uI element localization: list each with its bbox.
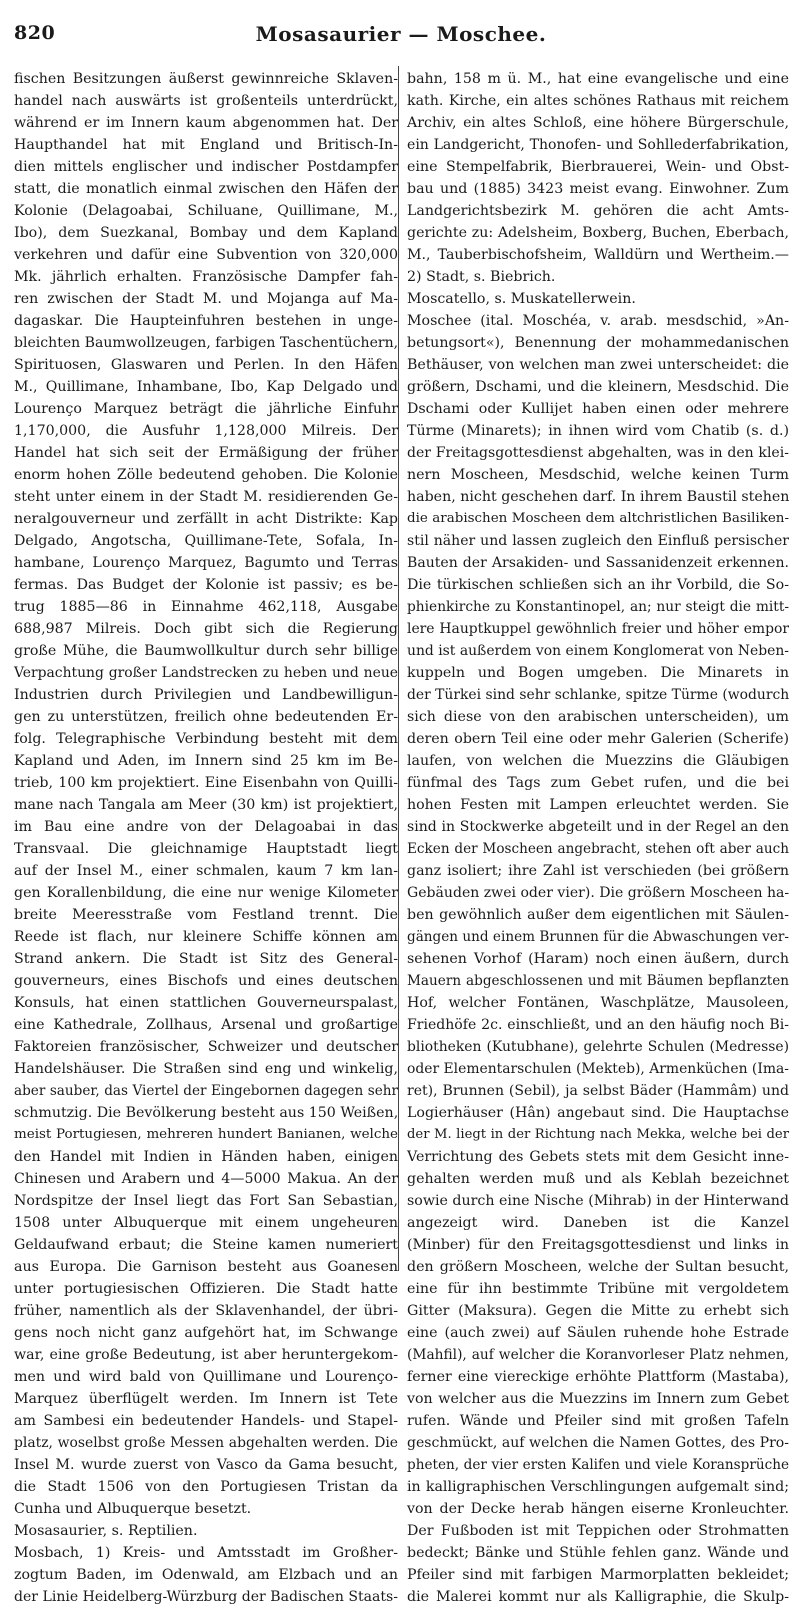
text-line: stil näher und lassen zugleich den Einfluß persischer	[407, 533, 789, 549]
text-line: trug 1885—86 in Einnahme 462,118, Ausgabe	[14, 599, 398, 615]
text-line: bleichten Baumwollzeugen, farbigen Taschentüchern,	[14, 335, 399, 351]
text-line: Gebäuden zwei oder vier). Die größern Moscheen ha-	[407, 885, 790, 901]
text-line: geschmückt, auf welchen die Namen Gottes, des Pro-	[407, 1435, 789, 1451]
text-line: haben, nicht geschehen darf. In ihrem Baustil stehen	[407, 489, 790, 505]
text-line: Bauten der Arsakiden- und Sassanidenzeit erkennen.	[407, 555, 789, 571]
text-line: Die türkischen schließen sich an ihr Vorbild, die So-	[407, 577, 789, 593]
text-line: sowie durch eine Nische (Mihrab) in der Hinterwand	[407, 1193, 790, 1209]
text-line: Der Fußboden ist mit Teppichen oder Strohmatten	[407, 1523, 789, 1539]
text-line: ganz isoliert; ihre Zahl ist verschieden (bei größern	[407, 863, 789, 879]
text-line: auf der Insel M., einer schmalen, kaum 7 km lan-	[14, 863, 398, 879]
text-line: gen Korallenbildung, die eine nur wenige Kilometer	[14, 885, 398, 901]
text-line: Verrichtung des Gebets stets mit dem Gesicht inne-	[407, 1149, 789, 1165]
text-line: enorm hohen Zölle bedeutend gehoben. Die Kolonie	[14, 467, 398, 483]
text-line: den Handel mit Indien in Händen haben, einigen	[14, 1149, 398, 1165]
text-line: gerichte zu: Adelsheim, Boxberg, Buchen, Eberbach,	[407, 225, 789, 241]
text-line: Handel hat sich seit der Ermäßigung der früher	[14, 445, 398, 461]
text-line: gens noch nicht ganz aufgehört hat, im Schwange	[14, 1325, 398, 1341]
text-line: platz, woselbst große Messen abgehalten werden. Die	[14, 1435, 398, 1451]
text-line: ben gewöhnlich außer dem eigentlichen mit Säulen-	[407, 907, 789, 923]
text-line: Mk. jährlich erhalten. Französische Dampfer fah-	[14, 269, 398, 285]
text-line: eine Kathedrale, Zollhaus, Arsenal und großartige	[14, 1017, 398, 1033]
text-line: aber sauber, das Viertel der Eingebornen dagegen sehr	[14, 1083, 398, 1099]
text-line: Konsuls, hat einen stattlichen Gouverneurspalast,	[14, 995, 398, 1011]
text-line: Bethäuser, von welchen man zwei unterscheidet: die	[407, 357, 789, 373]
text-line: Haupthandel hat mit England und Britisch-In-	[14, 137, 398, 153]
text-line: (Mahfil), auf welcher die Koranvorleser Platz nehmen,	[407, 1347, 789, 1363]
text-line: gehalten werden muß und als Keblah bezeichnet	[407, 1171, 789, 1187]
text-line: pheten, der vier ersten Kalifen und viele Koransprüche	[407, 1457, 789, 1473]
text-line: die Malerei kommt nur als Kalligraphie, die Skulp-	[407, 1589, 789, 1605]
text-line: schmutzig. Die Bevölkerung besteht aus 150 Weißen,	[14, 1105, 399, 1121]
text-line: men und wird bald von Quillimane und Lourenço-	[14, 1369, 398, 1385]
text-line: Mosasaurier, s. Reptilien.	[14, 1523, 198, 1539]
text-line: ein Landgericht, Thonofen- und Sohllederfabrikation,	[407, 137, 789, 153]
text-line: ret), Brunnen (Sebil), ja selbst Bäder (Hammâm) und	[407, 1083, 789, 1099]
column-divider	[398, 66, 399, 1271]
text-line: laufen, von welchen die Muezzins die Gläubigen	[407, 753, 789, 769]
text-line: kuppeln und Bogen umgeben. Die Minarets in	[407, 665, 789, 681]
text-line: dagaskar. Die Haupteinfuhren bestehen in unge-	[14, 313, 398, 329]
text-line: Friedhöfe 2c. einschließt, und an den häufig noch Bi-	[407, 1017, 789, 1033]
text-line: kath. Kirche, ein altes schönes Rathaus mit reichem	[407, 93, 789, 109]
text-line: Türme (Minarets); in ihnen wird vom Chatib (s. d.)	[407, 423, 789, 439]
text-line: Hof, welcher Fontänen, Waschplätze, Mausoleen,	[407, 995, 789, 1011]
text-line: während er im Innern kaum abgenommen hat. Der	[14, 115, 398, 131]
text-line: am Sambesi ein bedeutender Handels- und Stapel-	[14, 1413, 398, 1429]
text-line: fünfmal des Tags zum Gebet rufen, und die bei	[407, 775, 789, 791]
text-line: 1,170,000, die Ausfuhr 1,128,000 Milreis. Der	[14, 423, 398, 439]
text-line: statt, die monatlich einmal zwischen den Häfen der	[14, 181, 398, 197]
text-line: Cunha und Albuquerque besetzt.	[14, 1501, 252, 1517]
text-line: Gitter (Maksura). Gegen die Mitte zu erhebt sich	[407, 1303, 789, 1319]
text-line: Mauern abgeschlossenen und mit Bäumen bepflanzten	[407, 973, 789, 989]
text-line: Handelshäuser. Die Straßen sind eng und winkelig,	[14, 1061, 398, 1077]
text-line: sich diese von den arabischen unterscheiden), um	[407, 709, 789, 725]
text-line: meist Portugiesen, mehreren hundert Banianen, welche	[14, 1127, 398, 1142]
text-line: 2) Stadt, s. Biebrich.	[407, 269, 556, 285]
text-line: deren obern Teil eine oder mehr Galerien (Scherife)	[407, 731, 789, 747]
text-line: Landgerichtsbezirk M. gehören die acht Amts-	[407, 203, 789, 219]
text-line: die arabischen Moscheen dem altchristlichen Basiliken-	[407, 511, 789, 526]
text-line: in kalligraphischen Verschlingungen aufgemalt sind;	[407, 1479, 789, 1495]
text-line: zogtum Baden, im Odenwald, am Elzbach und an	[14, 1567, 398, 1583]
text-line: eine Stempelfabrik, Bierbrauerei, Wein- und Obst-	[407, 159, 789, 175]
text-line: phienkirche zu Konstantinopel, an; nur steigt die mitt-	[407, 599, 789, 615]
text-line: M., Tauberbischofsheim, Walldürn und Wertheim.—	[407, 247, 789, 263]
text-line: Nordspitze der Insel liegt das Fort San Sebastian,	[14, 1193, 398, 1209]
text-line: gouverneurs, eines Bischofs und eines deutschen	[14, 973, 398, 989]
text-line: folg. Telegraphische Verbindung besteht mit dem	[14, 731, 398, 747]
text-line: große Mühe, die Baumwollkultur durch sehr billige	[14, 643, 398, 659]
text-line: fischen Besitzungen äußerst gewinnreiche Sklaven-	[14, 71, 398, 87]
text-line: gen zu unterstützen, freilich ohne bedeutenden Er-	[14, 709, 398, 725]
text-line: trieb, 100 km projektiert. Eine Eisenbahn von Quilli-	[14, 775, 398, 791]
text-line: hambane, Lourenço Marquez, Bagumto und Terras	[14, 555, 398, 571]
text-line: Logierhäuser (Hân) angebaut sind. Die Hauptachse	[407, 1105, 789, 1121]
running-head: Mosasaurier — Moschee.	[255, 22, 547, 46]
text-line: bedeckt; Bänke und Stühle fehlen ganz. Wände und	[407, 1545, 789, 1561]
text-line: Dschami oder Kullijet haben einen oder mehrere	[407, 401, 789, 417]
text-line: bau und (1885) 3423 meist evang. Einwohner. Zum	[407, 181, 789, 197]
text-line: 688,987 Milreis. Doch gibt sich die Regierung	[14, 621, 398, 637]
page-header	[14, 22, 788, 56]
text-line: bliotheken (Kutubhane), gelehrte Schulen (Medresse)	[407, 1039, 789, 1055]
text-line: eine (auch zwei) auf Säulen ruhende hohe Estrade	[407, 1325, 789, 1341]
text-line: Archiv, ein altes Schloß, eine höhere Bürgerschule,	[407, 115, 789, 131]
text-line: breite Meeresstraße vom Festland trennt. Die	[14, 907, 398, 923]
text-line: Chinesen und Arabern und 4—5000 Makua. An der	[14, 1171, 398, 1187]
text-line: Delgado, Angotscha, Quillimane-Tete, Sofala, In-	[14, 533, 398, 549]
text-line: und ist außerdem von einem Konglomerat von Neben-	[407, 643, 789, 659]
text-line: mane nach Tangala am Meer (30 km) ist projektiert,	[14, 797, 398, 813]
text-line: dien mittels englischer und indischer Postdampfer	[14, 159, 398, 175]
text-line: steht unter einem in der Stadt M. residierenden Ge-	[14, 489, 398, 505]
text-line: ren zwischen der Stadt M. und Mojanga auf Ma-	[14, 291, 398, 307]
text-line: oder Elementarschulen (Mekteb), Armenküchen (Ima-	[407, 1061, 789, 1077]
text-line: im Bau eine andre von der Delagoabai in das	[14, 819, 398, 835]
text-line: Kolonie (Delagoabai, Schiluane, Quillimane, M.,	[14, 203, 398, 219]
text-line: unter portugiesischen Offizieren. Die Stadt hatte	[14, 1281, 398, 1297]
text-line: Marquez überflügelt werden. Im Innern ist Tete	[14, 1391, 398, 1407]
text-line: Strand ankern. Die Stadt ist Sitz des General-	[14, 951, 398, 967]
text-line: bahn, 158 m ü. M., hat eine evangelische und eine	[407, 71, 789, 87]
text-line: aus Europa. Die Garnison besteht aus Goanesen	[14, 1259, 398, 1275]
text-line: von welcher aus die Muezzins im Innern zum Gebet	[407, 1391, 789, 1407]
text-line: Spirituosen, Glaswaren und Perlen. In den Häfen	[14, 357, 398, 373]
text-line: von der Decke herab hängen eiserne Kronleuchter.	[407, 1501, 789, 1517]
text-line: M., Quillimane, Inhambane, Ibo, Kap Delgado und	[14, 379, 398, 395]
text-line: fermas. Das Budget der Kolonie ist passiv; es be-	[14, 577, 398, 593]
text-line: Mosbach, 1) Kreis- und Amtsstadt im Großher-	[14, 1545, 398, 1561]
text-line: Lourenço Marquez beträgt die jährliche Einfuhr	[14, 401, 398, 417]
text-line: der M. liegt in der Richtung nach Mekka, welche bei der	[407, 1127, 789, 1142]
right-column	[407, 68, 790, 1605]
text-line: rufen. Wände und Pfeiler sind mit großen Tafeln	[407, 1413, 789, 1429]
text-line: lere Hauptkuppel gewöhnlich freier und höher empor	[407, 621, 789, 637]
text-line: war, eine große Bedeutung, ist aber heruntergekom-	[14, 1347, 398, 1363]
text-line: die Stadt 1506 von den Portugiesen Tristan da	[14, 1479, 398, 1495]
text-line: der Türkei sind sehr schlanke, spitze Türme (wodurch	[407, 687, 790, 703]
text-line: Transvaal. Die gleichnamige Hauptstadt liegt	[14, 841, 398, 857]
text-line: sind in Stockwerke abgeteilt und in der Regel an den	[407, 819, 789, 835]
text-line: Geldaufwand erbaut; die Steine kamen numeriert	[14, 1237, 398, 1253]
text-line: Moschee (ital. Moschéa, v. arab. mesdschid, »An-	[407, 313, 789, 329]
text-line: Insel M. wurde zuerst von Vasco da Gama besucht,	[14, 1457, 398, 1473]
text-line: den größern Moscheen, welche der Sultan besucht,	[407, 1259, 789, 1275]
text-line: Ibo), dem Suezkanal, Bombay und dem Kapland	[14, 225, 398, 241]
text-line: neralgouverneur und zerfällt in acht Distrikte: Kap	[14, 511, 398, 527]
text-line: größern, Dschami, und die kleinern, Mesdschid. Die	[407, 379, 789, 395]
text-line: sehenen Vorhof (Haram) noch einen äußern, durch	[407, 951, 789, 967]
text-line: früher, namentlich als der Sklavenhandel, der übri-	[14, 1303, 398, 1319]
text-line: Moscatello, s. Muskatellerwein.	[407, 291, 636, 307]
text-line: Reede ist flach, nur kleinere Schiffe können am	[14, 929, 398, 945]
text-line: betungsort«), Benennung der mohammedanischen	[407, 335, 789, 351]
text-line: ferner eine viereckige erhöhte Plattform (Mastaba),	[407, 1369, 789, 1385]
page-number: 820	[14, 22, 56, 44]
text-line: Verpachtung großer Landstrecken zu heben und neue	[14, 665, 398, 681]
text-line: eine für ihn bestimmte Tribüne mit vergoldetem	[407, 1281, 789, 1297]
text-line: der Freitagsgottesdienst abgehalten, was in den klei-	[407, 445, 789, 461]
text-line: Pfeiler sind mit farbigen Marmorplatten bekleidet;	[407, 1567, 789, 1583]
text-line: verkehren und dafür eine Subvention von 320,000	[14, 247, 398, 263]
text-line: handel nach auswärts ist großenteils unterdrückt,	[14, 93, 398, 109]
text-line: Ecken der Moscheen angebracht, stehen oft aber auch	[407, 841, 789, 857]
text-line: nern Moscheen, Mesdschid, welche keinen Turm	[407, 467, 789, 483]
text-line: der Linie Heidelberg-Würzburg der Badischen Staats-	[14, 1589, 398, 1605]
text-line: (Minber) für den Freitagsgottesdienst und links in	[407, 1237, 789, 1253]
text-line: Faktoreien französischer, Schweizer und deutscher	[14, 1039, 398, 1055]
text-line: angezeigt wird. Daneben ist die Kanzel	[407, 1215, 789, 1231]
text-line: hohen Festen mit Lampen erleuchtet werden. Sie	[407, 797, 789, 813]
left-column	[14, 68, 399, 1605]
text-line: Kapland und Aden, im Innern sind 25 km im Be-	[14, 753, 398, 769]
text-line: Industrien durch Privilegien und Landbewilligun-	[14, 687, 398, 703]
text-line: 1508 unter Albuquerque mit einem ungeheuren	[14, 1215, 398, 1231]
text-line: gängen und einem Brunnen für die Abwaschungen ver-	[407, 929, 789, 945]
